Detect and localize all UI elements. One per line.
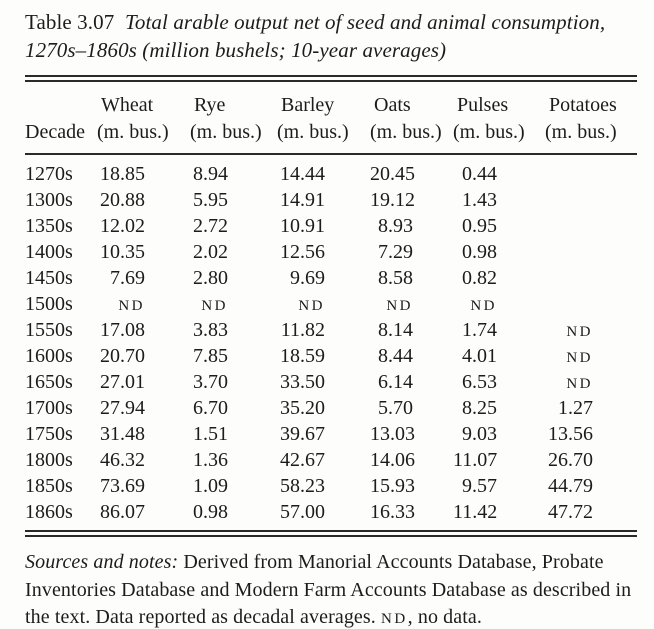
notes-body: Derived from Manorial Accounts Database, Probate Inventories Database and Modern Farm Accounts Database as described in the text. Data reported as decadal averages. bbox=[25, 551, 632, 628]
value-cell: 9.03 bbox=[462, 422, 497, 445]
value-cell: 18.85 bbox=[100, 162, 145, 185]
col-header-barley: Barley bbox=[281, 94, 335, 116]
value-cell: 0.95 bbox=[462, 214, 497, 237]
value-cell bbox=[545, 154, 637, 187]
value-cell: 7.29 bbox=[378, 240, 413, 263]
value-cell: 27.01 bbox=[100, 370, 145, 393]
value-cell: 0.98 bbox=[462, 240, 497, 263]
decade-cell: 1350s bbox=[25, 214, 73, 237]
value-cell: 7.85 bbox=[193, 344, 228, 367]
unit-label-barley: (m. bus.) bbox=[277, 118, 370, 154]
value-cell: 10.35 bbox=[100, 240, 145, 263]
table-body bbox=[25, 154, 637, 525]
decade-cell: 1800s bbox=[25, 448, 73, 471]
value-cell: 12.56 bbox=[280, 240, 325, 263]
data-table bbox=[25, 82, 637, 525]
decade-cell: 1400s bbox=[25, 240, 73, 263]
table-row bbox=[25, 421, 637, 447]
table-row bbox=[25, 317, 637, 343]
value-cell: 39.67 bbox=[280, 422, 325, 445]
decade-cell: 1300s bbox=[25, 188, 73, 211]
value-cell: 9.57 bbox=[462, 474, 497, 497]
no-data-marker: ND bbox=[470, 297, 497, 314]
value-cell: 5.70 bbox=[378, 396, 413, 419]
unit-header-row bbox=[25, 118, 637, 154]
value-cell: 0.44 bbox=[462, 162, 497, 185]
decade-cell: 1650s bbox=[25, 370, 73, 393]
value-cell: 20.45 bbox=[370, 162, 415, 185]
value-cell: 20.88 bbox=[100, 188, 145, 211]
decade-header: Decade bbox=[25, 118, 97, 154]
value-cell bbox=[277, 291, 370, 317]
table-row bbox=[25, 395, 637, 421]
table-row bbox=[25, 369, 637, 395]
table-row bbox=[25, 499, 637, 525]
value-cell: 15.93 bbox=[370, 474, 415, 497]
sources-notes bbox=[25, 549, 637, 629]
decade-cell: 1860s bbox=[25, 500, 73, 523]
col-header-potatoes: Potatoes bbox=[549, 94, 617, 116]
table-row bbox=[25, 239, 637, 265]
col-header-wheat: Wheat bbox=[101, 94, 154, 116]
value-cell: 12.02 bbox=[100, 214, 145, 237]
value-cell bbox=[545, 239, 637, 265]
value-cell: 42.67 bbox=[280, 448, 325, 471]
top-double-rule bbox=[25, 75, 637, 82]
value-cell: 31.48 bbox=[100, 422, 145, 445]
decade-header-spacer bbox=[25, 82, 97, 118]
table-row bbox=[25, 213, 637, 239]
unit-label-wheat: (m. bus.) bbox=[97, 118, 190, 154]
decade-cell: 1270s bbox=[25, 162, 73, 185]
table-caption bbox=[25, 8, 637, 64]
value-cell: 20.70 bbox=[100, 344, 145, 367]
unit-label-oats: (m. bus.) bbox=[370, 118, 453, 154]
notes-tail: , no data. bbox=[407, 606, 482, 628]
value-cell: 8.58 bbox=[378, 266, 413, 289]
table-row bbox=[25, 154, 637, 187]
table-row bbox=[25, 343, 637, 369]
value-cell: 1.27 bbox=[558, 396, 593, 419]
value-cell bbox=[453, 291, 545, 317]
value-cell: 9.69 bbox=[290, 266, 325, 289]
unit-label-rye: (m. bus.) bbox=[190, 118, 277, 154]
value-cell bbox=[545, 291, 637, 317]
decade-cell: 1500s bbox=[25, 292, 73, 315]
decade-cell: 1700s bbox=[25, 396, 73, 419]
value-cell: 19.12 bbox=[370, 188, 415, 211]
value-cell: 4.01 bbox=[462, 344, 497, 367]
value-cell: 26.70 bbox=[548, 448, 593, 471]
value-cell: 1.36 bbox=[193, 448, 228, 471]
value-cell: 14.44 bbox=[280, 162, 325, 185]
value-cell: 8.94 bbox=[193, 162, 228, 185]
value-cell bbox=[545, 317, 637, 343]
bottom-double-rule bbox=[25, 530, 637, 537]
value-cell: 1.74 bbox=[462, 318, 497, 341]
value-cell: 13.03 bbox=[370, 422, 415, 445]
value-cell: 5.95 bbox=[193, 188, 228, 211]
value-cell bbox=[545, 187, 637, 213]
table-row bbox=[25, 447, 637, 473]
table-row bbox=[25, 187, 637, 213]
table-row bbox=[25, 291, 637, 317]
table-title-text: Total arable output net of seed and animal consumption, 1270s–1860s (million bushels; 10-year averages) bbox=[25, 10, 606, 62]
value-cell bbox=[545, 343, 637, 369]
notes-nd-abbreviation: ND bbox=[381, 611, 408, 627]
value-cell: 3.83 bbox=[193, 318, 228, 341]
value-cell: 2.02 bbox=[193, 240, 228, 263]
value-cell: 1.51 bbox=[193, 422, 228, 445]
no-data-marker: ND bbox=[298, 297, 325, 314]
value-cell: 18.59 bbox=[280, 344, 325, 367]
value-cell: 17.08 bbox=[100, 318, 145, 341]
decade-cell: 1750s bbox=[25, 422, 73, 445]
no-data-marker: ND bbox=[566, 323, 593, 340]
unit-label-pulses: (m. bus.) bbox=[453, 118, 545, 154]
value-cell: 2.72 bbox=[193, 214, 228, 237]
value-cell: 1.43 bbox=[462, 188, 497, 211]
value-cell: 44.79 bbox=[548, 474, 593, 497]
no-data-marker: ND bbox=[566, 349, 593, 366]
decade-cell: 1550s bbox=[25, 318, 73, 341]
value-cell: 0.98 bbox=[193, 500, 228, 523]
value-cell: 1.09 bbox=[193, 474, 228, 497]
value-cell: 14.06 bbox=[370, 448, 415, 471]
value-cell bbox=[545, 265, 637, 291]
value-cell: 11.07 bbox=[453, 448, 498, 471]
value-cell: 8.93 bbox=[378, 214, 413, 237]
value-cell bbox=[190, 291, 277, 317]
value-cell: 57.00 bbox=[280, 500, 325, 523]
decade-cell: 1600s bbox=[25, 344, 73, 367]
value-cell: 8.14 bbox=[378, 318, 413, 341]
value-cell: 73.69 bbox=[100, 474, 145, 497]
value-cell bbox=[97, 291, 190, 317]
value-cell: 7.69 bbox=[110, 266, 145, 289]
value-cell: 6.14 bbox=[378, 370, 413, 393]
value-cell: 6.53 bbox=[462, 370, 497, 393]
value-cell bbox=[545, 213, 637, 239]
table-header bbox=[25, 82, 637, 154]
value-cell: 16.33 bbox=[370, 500, 415, 523]
decade-cell: 1850s bbox=[25, 474, 73, 497]
table-row bbox=[25, 265, 637, 291]
notes-lead: Sources and notes: bbox=[25, 551, 179, 573]
value-cell: 13.56 bbox=[548, 422, 593, 445]
value-cell: 6.70 bbox=[193, 396, 228, 419]
value-cell bbox=[545, 369, 637, 395]
col-header-rye: Rye bbox=[194, 94, 226, 116]
value-cell: 58.23 bbox=[280, 474, 325, 497]
value-cell: 46.32 bbox=[100, 448, 145, 471]
value-cell: 35.20 bbox=[280, 396, 325, 419]
decade-cell: 1450s bbox=[25, 266, 73, 289]
value-cell: 8.44 bbox=[378, 344, 413, 367]
value-cell: 11.42 bbox=[453, 500, 498, 523]
value-cell: 2.80 bbox=[193, 266, 228, 289]
no-data-marker: ND bbox=[118, 297, 145, 314]
value-cell: 27.94 bbox=[100, 396, 145, 419]
value-cell: 10.91 bbox=[280, 214, 325, 237]
value-cell: 14.91 bbox=[280, 188, 325, 211]
value-cell: 11.82 bbox=[280, 318, 325, 341]
value-cell: 0.82 bbox=[462, 266, 497, 289]
value-cell: 47.72 bbox=[548, 500, 593, 523]
col-header-pulses: Pulses bbox=[457, 94, 509, 116]
table-number: Table 3.07 bbox=[25, 10, 115, 34]
no-data-marker: ND bbox=[386, 297, 413, 314]
no-data-marker: ND bbox=[201, 297, 228, 314]
value-cell: 8.25 bbox=[462, 396, 497, 419]
unit-label-potatoes: (m. bus.) bbox=[545, 118, 637, 154]
table-row bbox=[25, 473, 637, 499]
crop-header-row bbox=[25, 82, 637, 118]
value-cell: 3.70 bbox=[193, 370, 228, 393]
no-data-marker: ND bbox=[566, 375, 593, 392]
value-cell: 86.07 bbox=[100, 500, 145, 523]
col-header-oats: Oats bbox=[374, 94, 411, 116]
value-cell: 33.50 bbox=[280, 370, 325, 393]
value-cell bbox=[370, 291, 453, 317]
